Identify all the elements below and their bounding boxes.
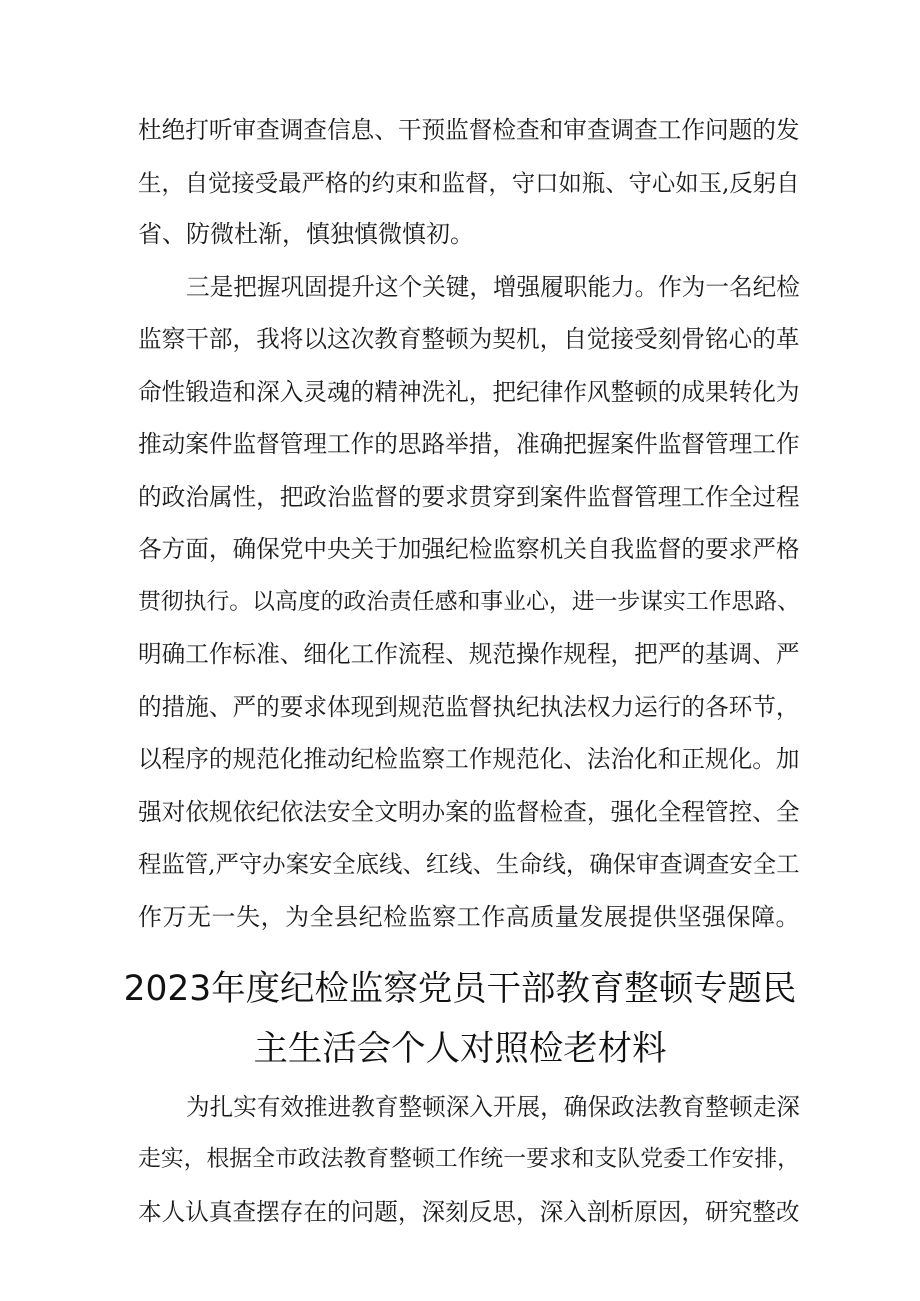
paragraph-line: 命性锻造和深入灵魂的精神洗礼，把纪律作风整顿的成果转化为 <box>138 378 800 406</box>
paragraph-line: 作万无一失，为全县纪检监察工作高质量发展提供坚强保障。 <box>138 903 801 931</box>
paragraph-line: 程监管,严守办案安全底线、红线、生命线，确保审查调查安全工 <box>138 850 800 878</box>
paragraph-line: 生，自觉接受最严格的约束和监督，守口如瓶、守心如玉,反躬自 <box>138 169 800 197</box>
paragraph-line: 三是把握巩固提升这个关键，增强履职能力。作为一名纪检 <box>186 273 800 301</box>
paragraph-line: 以程序的规范化推动纪检监察工作规范化、法治化和正规化。加 <box>138 745 800 773</box>
title-line: 2023年度纪检监察党员干部教育整顿专题民 <box>123 969 797 1009</box>
paragraph-line: 省、防微杜渐，慎独慎微慎初。 <box>138 220 474 248</box>
paragraph-line: 明确工作标准、细化工作流程、规范操作规程，把严的基调、严 <box>138 640 800 668</box>
paragraph-line: 推动案件监督管理工作的思路举措，准确把握案件监督管理工作 <box>138 430 800 458</box>
paragraph-line: 本人认真查摆存在的问题，深刻反思，深入剖析原因，研究整改 <box>138 1198 800 1226</box>
paragraph-line: 的政治属性，把政治监督的要求贯穿到案件监督管理工作全过程 <box>138 483 800 511</box>
paragraph-line: 贯彻执行。以高度的政治责任感和事业心，进一步谋实工作思路、 <box>138 589 801 615</box>
paragraph-line: 各方面，确保党中央关于加强纪检监察机关自我监督的要求严格 <box>138 535 800 563</box>
paragraph-line: 的措施、严的要求体现到规范监督执纪执法权力运行的各环节， <box>138 693 800 721</box>
paragraph-line: 监察干部，我将以这次教育整顿为契机，自觉接受刻骨铭心的革 <box>138 325 800 353</box>
paragraph-line: 杜绝打听审查调查信息、干预监督检查和审查调查工作问题的发 <box>138 116 800 144</box>
paragraph-line: 为扎实有效推进教育整顿深入开展，确保政法教育整顿走深 <box>186 1093 800 1121</box>
title-line: 主生活会个人对照检老材料 <box>253 1029 667 1069</box>
paragraph-line: 强对依规依纪依法安全文明办案的监督检查，强化全程管控、全 <box>138 798 800 826</box>
paragraph-line: 走实，根据全市政法教育整顿工作统一要求和支队党委工作安排， <box>138 1146 801 1172</box>
